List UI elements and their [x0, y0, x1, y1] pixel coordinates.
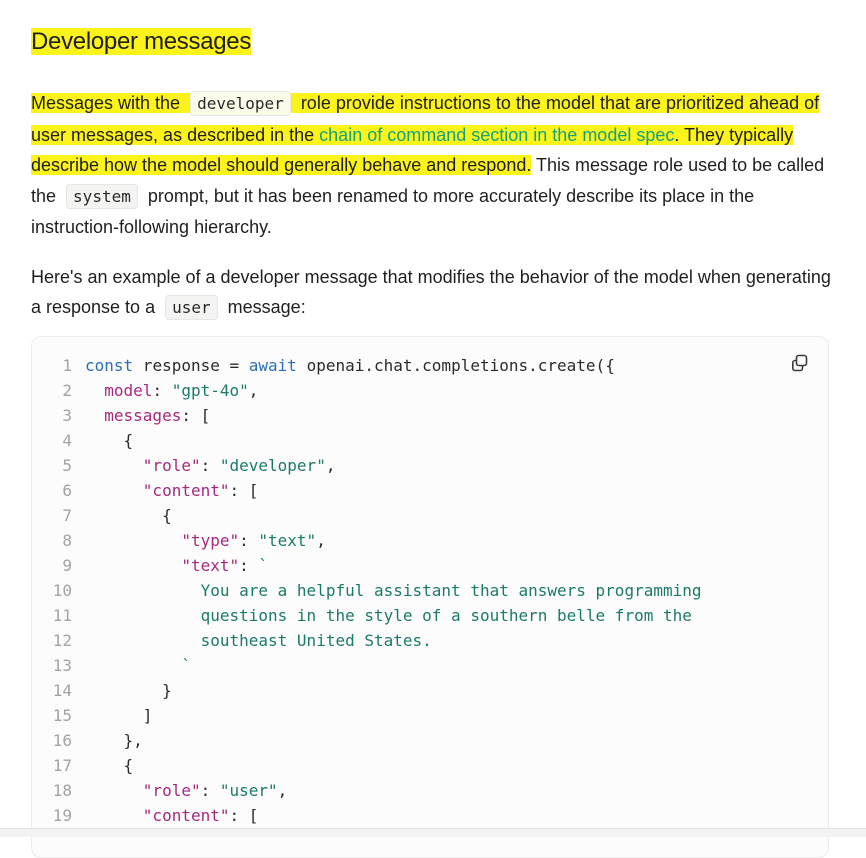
- code-line: [32, 678, 828, 703]
- code-token: [85, 806, 143, 825]
- code-token: "gpt-4o": [171, 381, 249, 400]
- code-line: [32, 528, 828, 553]
- paragraph-developer-role: [31, 88, 831, 243]
- code-line: [32, 653, 828, 678]
- line-number: 1: [62, 356, 72, 375]
- inline-code-user: user: [165, 295, 218, 320]
- para2-text-a: Here's an example of a developer message that modifies the behavior of the model when generating a response to a: [31, 266, 831, 317]
- para1-text-d: This message role used to be called the: [31, 155, 825, 206]
- code-line: [32, 703, 828, 728]
- code-token: const: [85, 356, 134, 375]
- line-number: 14: [52, 681, 72, 700]
- code-token: openai.chat.completions.create({: [296, 356, 615, 375]
- line-number: 4: [62, 431, 72, 450]
- code-text: [85, 728, 143, 753]
- line-number: 15: [52, 706, 72, 725]
- code-text: [85, 478, 258, 503]
- code-block: [31, 336, 829, 858]
- para1-text-e: prompt, but it has been renamed to more accurately describe its place in the instruction-following hierarchy.: [31, 185, 755, 237]
- code-token: :: [239, 531, 259, 550]
- code-line: [32, 628, 828, 653]
- code-text: [85, 628, 432, 653]
- chain-of-command-link[interactable]: chain of command section in the model spec: [319, 124, 675, 145]
- line-number: 12: [52, 631, 72, 650]
- code-text: [85, 678, 172, 703]
- code-line: [32, 503, 828, 528]
- code-token: : [: [229, 806, 259, 825]
- code-token: "content": [142, 481, 230, 500]
- code-token: [85, 556, 181, 575]
- code-token: ,: [325, 456, 336, 475]
- para1-text-c: . They typically describe how the model should generally behave and respond.: [31, 124, 794, 175]
- code-token: ,: [277, 781, 288, 800]
- code-token: :: [239, 556, 259, 575]
- code-token: messages: [104, 406, 182, 425]
- code-token: model: [104, 381, 153, 400]
- code-token: [85, 456, 143, 475]
- code-text: [85, 453, 335, 478]
- code-text: [85, 553, 268, 578]
- code-token: questions in the style of a southern belle from the: [85, 606, 692, 625]
- code-token: You are a helpful assistant that answers programming: [85, 581, 702, 600]
- section-heading: [31, 22, 831, 62]
- code-token: :: [200, 781, 220, 800]
- code-token: {: [85, 431, 134, 450]
- code-token: "developer": [219, 456, 326, 475]
- code-line: [32, 753, 828, 778]
- line-number: 13: [52, 656, 72, 675]
- code-token: [85, 531, 181, 550]
- code-text: [85, 428, 133, 453]
- code-text: [85, 803, 258, 828]
- code-text: [85, 778, 287, 803]
- code-token: [85, 381, 104, 400]
- code-token: await: [248, 356, 297, 375]
- code-text: [85, 403, 210, 428]
- code-token: :: [200, 456, 220, 475]
- code-text: [85, 653, 191, 678]
- heading-text: Developer messages: [31, 28, 252, 55]
- code-text: [85, 378, 258, 403]
- code-token: }: [85, 681, 172, 700]
- code-token: southeast United States.: [85, 631, 432, 650]
- code-token: "text": [258, 531, 317, 550]
- code-text: [85, 353, 615, 378]
- code-token: "user": [219, 781, 278, 800]
- doc-section: [31, 22, 831, 324]
- code-line: [32, 378, 828, 403]
- code-line: [32, 603, 828, 628]
- code-line: [32, 353, 828, 378]
- code-token: [85, 481, 143, 500]
- line-number: 18: [52, 781, 72, 800]
- line-number: 8: [62, 531, 72, 550]
- line-number: 2: [62, 381, 72, 400]
- line-number: 6: [62, 481, 72, 500]
- code-text: [85, 528, 326, 553]
- code-text: [85, 603, 692, 628]
- code-token: ,: [316, 531, 326, 550]
- para1-text-a: Messages with the: [31, 93, 181, 113]
- code-text: [85, 503, 172, 528]
- code-line: [32, 803, 828, 828]
- inline-code-system: system: [66, 184, 138, 209]
- line-number: 3: [62, 406, 72, 425]
- code-token: {: [85, 506, 172, 525]
- code-token: "role": [142, 781, 201, 800]
- inline-code-developer: developer: [190, 91, 291, 116]
- code-line: [32, 478, 828, 503]
- para2-text-b: message:: [227, 297, 306, 317]
- para1-text-b: role provide instructions to the model that are prioritized ahead of user messages, as described in the: [31, 93, 820, 145]
- line-number: 11: [52, 606, 72, 625]
- code-token: `: [258, 556, 269, 575]
- code-token: ,: [248, 381, 259, 400]
- line-number: 5: [62, 456, 72, 475]
- line-number: 7: [62, 506, 72, 525]
- code-token: :: [152, 381, 172, 400]
- line-number: 9: [62, 556, 72, 575]
- code-line: [32, 403, 828, 428]
- code-token: "text": [181, 556, 240, 575]
- code-line: [32, 578, 828, 603]
- line-number: 19: [52, 806, 72, 825]
- line-number: 16: [52, 731, 72, 750]
- code-token: [85, 406, 104, 425]
- code-token: "type": [181, 531, 240, 550]
- code-line: [32, 553, 828, 578]
- code-line: [32, 453, 828, 478]
- code-token: },: [85, 731, 143, 750]
- code-token: "content": [142, 806, 230, 825]
- line-number: 10: [52, 581, 72, 600]
- code-line: [32, 778, 828, 803]
- code-line: [32, 428, 828, 453]
- code-text: [85, 578, 702, 603]
- code-token: response =: [133, 356, 249, 375]
- line-number: 17: [52, 756, 72, 775]
- paragraph-example-intro: [31, 262, 831, 324]
- code-token: : [: [229, 481, 259, 500]
- code-token: : [: [181, 406, 211, 425]
- code-token: "role": [142, 456, 201, 475]
- code-line: [32, 728, 828, 753]
- code-token: [85, 781, 143, 800]
- code-text: [85, 703, 152, 728]
- code-text: [85, 753, 133, 778]
- code-lines: [32, 353, 828, 828]
- code-token: {: [85, 756, 134, 775]
- code-token: ]: [85, 706, 153, 725]
- code-token: `: [85, 656, 191, 675]
